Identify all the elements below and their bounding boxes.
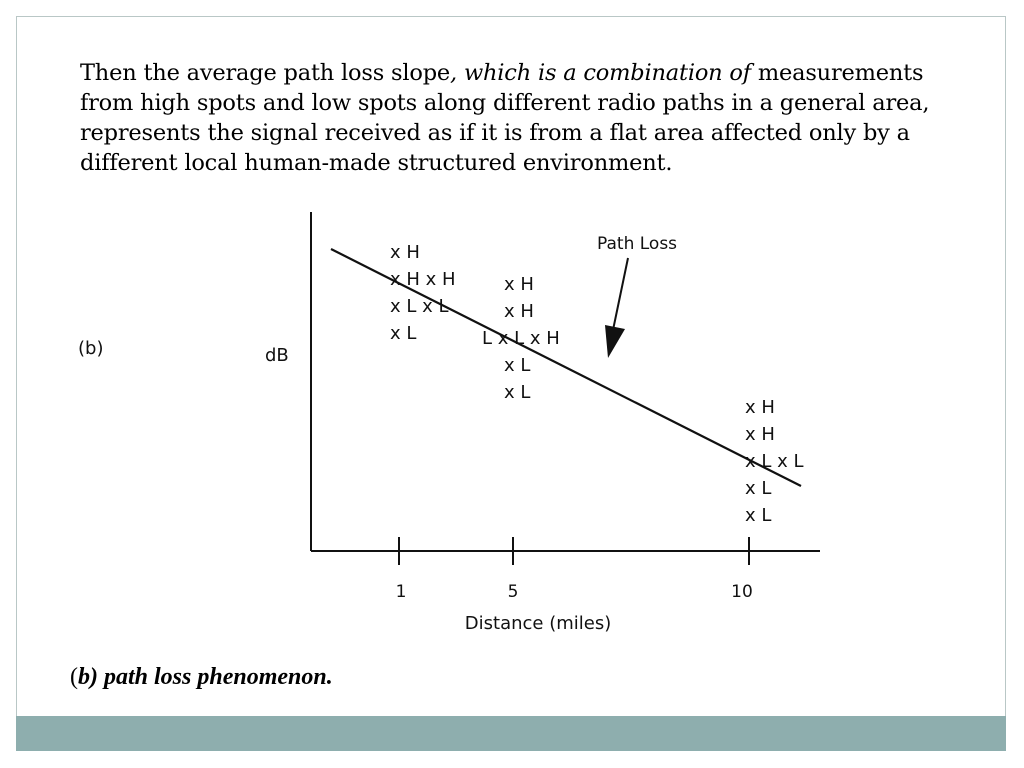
marker-label: x H <box>745 424 775 445</box>
x-tick-label-10: 10 <box>731 582 753 602</box>
paragraph-part-2-italic: , which is a combination of <box>450 60 751 86</box>
marker-label: x L x L <box>745 451 804 472</box>
path-loss-arrow-shaft <box>613 258 628 330</box>
y-axis-label: dB <box>265 345 289 366</box>
marker-label: x L x L <box>390 296 449 317</box>
x-tick-label-5: 5 <box>507 582 519 602</box>
marker-label: x H <box>745 397 775 418</box>
paragraph-part-1: Then the average path loss slope <box>80 60 451 86</box>
marker-label: x H <box>504 301 534 322</box>
markers-distance-1 <box>390 242 456 344</box>
x-axis-label: Distance (miles) <box>464 613 612 634</box>
path-loss-arrow-head <box>605 325 625 358</box>
marker-label: x L <box>745 478 772 499</box>
marker-label: x L <box>504 355 531 376</box>
marker-label: x H x H <box>390 269 456 290</box>
panel-label: (b) <box>78 338 104 359</box>
x-tick-label-1: 1 <box>395 582 407 602</box>
paragraph-part-3: measurements from high spots and low spots along different radio paths in a general area, represents the signal received as if it is from a flat area affected only by a different local human-made structured environment. <box>80 60 930 176</box>
markers-distance-10 <box>745 397 804 526</box>
path-loss-label: Path Loss <box>597 234 678 254</box>
caption-text: b) path loss phenomenon. <box>78 664 333 690</box>
markers-distance-5 <box>482 274 560 403</box>
marker-label: x H <box>504 274 534 295</box>
marker-label: x L <box>390 323 417 344</box>
marker-label: x L <box>504 382 531 403</box>
caption-open-paren: ( <box>70 664 78 690</box>
marker-label: x H <box>390 242 420 263</box>
marker-label: x L <box>745 505 772 526</box>
figure-caption <box>70 664 333 691</box>
marker-label: L x L x H <box>482 328 560 349</box>
